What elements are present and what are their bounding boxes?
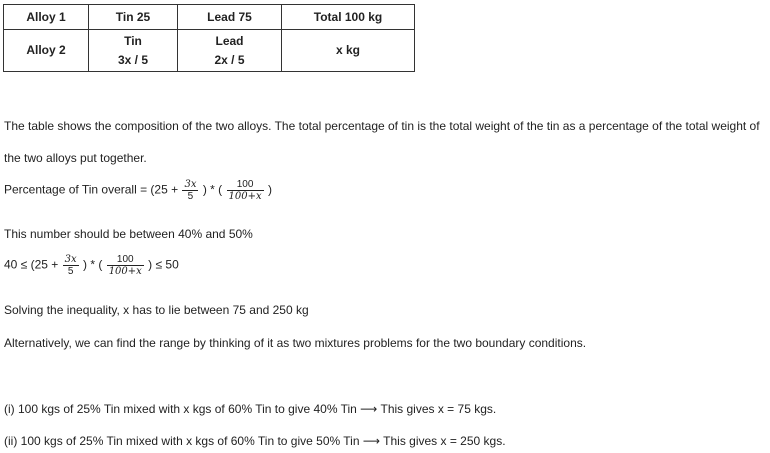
paragraph-line-2: the two alloys put together. bbox=[4, 151, 147, 165]
tin-label: Tin bbox=[124, 33, 142, 48]
fraction-3x-over-5 bbox=[182, 179, 198, 202]
table-row bbox=[4, 30, 415, 72]
alloy-composition-table bbox=[3, 4, 415, 72]
table-cell-alloy2: Alloy 2 bbox=[4, 30, 89, 72]
fraction-100-over-100-plus-x bbox=[107, 254, 144, 277]
range-statement: This number should be between 40% and 50% bbox=[4, 227, 253, 241]
table-cell-total100: Total 100 kg bbox=[282, 5, 415, 30]
lead-value: 2x / 5 bbox=[214, 52, 245, 67]
fraction-100-over-100-plus-x bbox=[227, 179, 264, 202]
table-cell-total-x: x kg bbox=[282, 30, 415, 72]
solving-statement: Solving the inequality, x has to lie between 75 and 250 kg bbox=[4, 303, 309, 317]
formula1-mid: ) * ( bbox=[202, 182, 223, 197]
table-cell-tin25: Tin 25 bbox=[89, 5, 178, 30]
table-cell-lead-x bbox=[178, 30, 282, 72]
fraction-3x-over-5 bbox=[63, 254, 79, 277]
formula1-prefix: Percentage of Tin overall = (25 + bbox=[4, 182, 179, 197]
table-cell-lead75: Lead 75 bbox=[178, 5, 282, 30]
paragraph-line-1: The table shows the composition of the two alloys. The total percentage of tin is the total weight of the tin as a percentage of the total weight of bbox=[4, 119, 760, 133]
formula2-end: ) ≤ 50 bbox=[148, 257, 179, 272]
formula2-mid: ) * ( bbox=[83, 257, 103, 272]
fraction-denominator: 5 bbox=[67, 266, 74, 277]
fraction-numerator: 3x bbox=[64, 254, 77, 265]
formula-percentage-tin bbox=[4, 179, 272, 202]
lead-label: Lead bbox=[215, 33, 244, 48]
fraction-denominator: 100+x bbox=[108, 266, 142, 277]
table-row bbox=[4, 5, 415, 30]
formula-inequality bbox=[4, 254, 179, 277]
case-ii: (ii) 100 kgs of 25% Tin mixed with x kgs of 60% Tin to give 50% Tin ⟶ This gives x = 250 kgs. bbox=[4, 434, 506, 448]
formula2-prefix: 40 ≤ (25 + bbox=[4, 257, 59, 272]
alternative-statement: Alternatively, we can find the range by thinking of it as two mixtures problems for the two boundary conditions. bbox=[4, 336, 587, 350]
fraction-numerator: 3x bbox=[184, 179, 197, 190]
table-cell-tin-x bbox=[89, 30, 178, 72]
fraction-numerator: 100 bbox=[107, 254, 144, 266]
case-i: (i) 100 kgs of 25% Tin mixed with x kgs of 60% Tin to give 40% Tin ⟶ This gives x = 75 kgs. bbox=[4, 402, 497, 416]
fraction-denominator: 100+x bbox=[228, 191, 262, 202]
fraction-denominator: 5 bbox=[187, 191, 194, 202]
tin-value: 3x / 5 bbox=[117, 52, 149, 67]
table-cell-alloy1: Alloy 1 bbox=[4, 5, 89, 30]
fraction-numerator: 100 bbox=[227, 179, 264, 191]
formula1-end: ) bbox=[267, 182, 272, 197]
